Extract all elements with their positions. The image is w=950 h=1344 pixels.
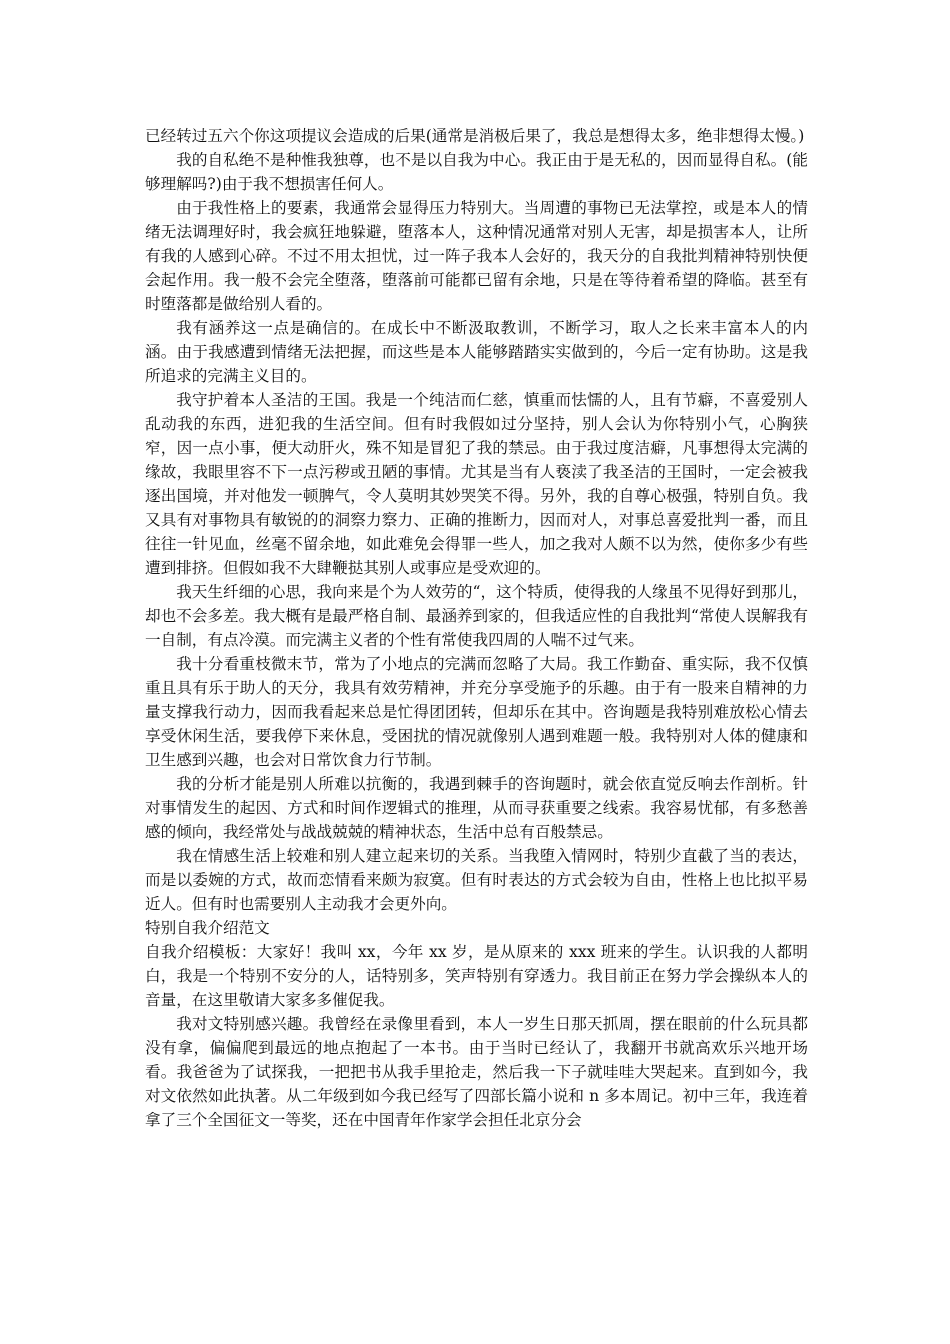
paragraph-12: 我对文特别感兴趣。我曾经在录像里看到，本人一岁生日那天抓周，摆在眼前的什么玩具都没有拿，偏偏爬到最远的地点抱起了一本书。由于当时已经认了，我翻开书就高欢乐兴地开场看。我爸爸为了试探我，一把把书从我手里抢走，然后我一下子就哇哇大哭起来。直到如今，我对文依然如此执著。从二年级到如今我已经写了四部长篇小说和 n 多本周记。初中三年，我连着拿了三个全国征文一等奖，还在中国青年作家学会担任北京分会 — [145, 1015, 808, 1129]
paragraph-4: 我有涵养这一点是确信的。在成长中不断汲取教训，不断学习，取人之长来丰富本人的内涵。由于我感遭到情绪无法把握，而这些是本人能够踏踏实实做到的，今后一定有协助。这是我所追求的完满主义目的。 — [145, 319, 808, 385]
paragraph-7: 我十分看重枝微末节，常为了小地点的完满而忽略了大局。我工作勤奋、重实际，我不仅慎重且具有乐于助人的天分，我具有效劳精神，并充分享受施予的乐趣。由于有一股来自精神的力量支撑我行动力，因而我看起来总是忙得团团转，但却乐在其中。咨询题是我特别难放松心情去享受休闲生活，要我停下来休息，受困扰的情况就像别人遇到难题一般。我特别对人体的健康和卫生感到兴趣，也会对日常饮食力行节制。 — [145, 655, 808, 769]
paragraph-8: 我的分析才能是别人所难以抗衡的，我遇到棘手的咨询题时，就会依直觉反响去作剖析。针对事情发生的起因、方式和时间作逻辑式的推理，从而寻获重要之线索。我容易忧郁，有多愁善感的倾向，我经常处与战战兢兢的精神状态，生活中总有百般禁忌。 — [145, 775, 808, 841]
paragraph-6: 我天生纤细的心思，我向来是个为人效劳的“，这个特质，使得我的人缘虽不见得好到那儿，却也不会多差。我大概有是最严格自制、最涵养到家的，但我适应性的自我批判“常使人误解我有一自制，有点冷漠。而完满主义者的个性有常使我四周的人喘不过气来。 — [145, 583, 808, 649]
paragraph-2: 我的自私绝不是种惟我独尊，也不是以自我为中心。我正由于是无私的，因而显得自私。(能够理解吗?)由于我不想损害任何人。 — [145, 151, 808, 193]
paragraph-11: 自我介绍模板：大家好！我叫 xx，今年 xx 岁，是从原来的 xxx 班来的学生。认识我的人都明白，我是一个特别不安分的人，话特别多，笑声特别有穿透力。我目前正在努力学会操纵本人的音量，在这里敬请大家多多催促我。 — [145, 943, 808, 1009]
document-body — [145, 124, 808, 1132]
paragraph-1: 已经转过五六个你这项提议会造成的后果(通常是消极后果了，我总是想得太多，绝非想得太慢。) — [145, 127, 805, 145]
paragraph-5: 我守护着本人圣洁的王国。我是一个纯洁而仁慈，慎重而怯懦的人，且有节癖，不喜爱别人乱动我的东西，进犯我的生活空间。但有时我假如过分坚持，别人会认为你特别小气，心胸狭窄，因一点小事，便大动肝火，殊不知是冒犯了我的禁忌。由于我过度洁癖，凡事想得太完满的缘故，我眼里容不下一点污秽或丑陋的事情。尤其是当有人亵渎了我圣洁的王国时，一定会被我逐出国境，并对他发一顿脾气，令人莫明其妙哭笑不得。另外，我的自尊心极强，特别自负。我又具有对事物具有敏锐的的洞察力察力、正确的推断力，因而对人，对事总喜爱批判一番，而且往往一针见血，丝毫不留余地，如此难免会得罪一些人，加之我对人颇不以为然，使你多少有些遭到排挤。但假如我不大肆鞭挞其别人或事应是受欢迎的。 — [145, 391, 808, 577]
paragraph-9: 我在情感生活上较难和别人建立起来切的关系。当我堕入情网时，特别少直截了当的表达，而是以委婉的方式，故而恋情看来颇为寂寞。但有时表达的方式会较为自由，性格上也比拟平易近人。但有时也需要别人主动我才会更外向。 — [145, 847, 808, 913]
paragraph-3: 由于我性格上的要素，我通常会显得压力特别大。当周遭的事物已无法掌控，或是本人的情绪无法调理好时，我会疯狂地躲避，堕落本人，这种情况通常对别人无害，却是损害本人，让所有我的人感到心碎。不过不用太担忧，过一阵子我本人会好的，我天分的自我批判精神特别快便会起作用。我一般不会完全堕落，堕落前可能都已留有余地，只是在等待着希望的降临。甚至有时堕落都是做给别人看的。 — [145, 199, 808, 313]
section-heading: 特别自我介绍范文 — [145, 919, 270, 937]
